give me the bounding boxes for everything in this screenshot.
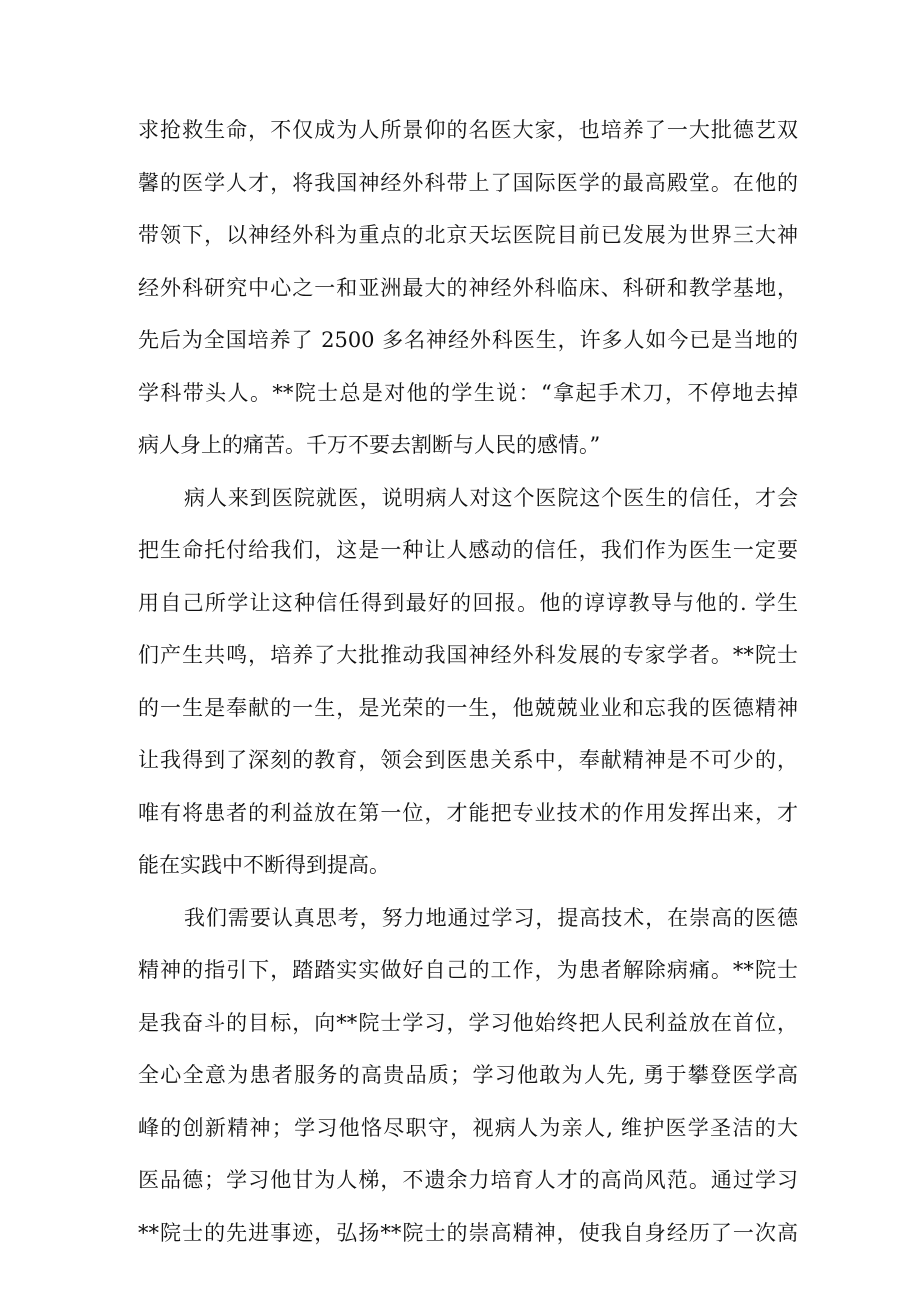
text-line: 是我奋斗的目标，向**院士学习，学习他始终把人民利益放在首位，	[138, 1010, 798, 1035]
text-line: 让我得到了深刻的教育，领会到医患关系中，奉献精神是不可少的，	[138, 748, 798, 772]
text-line: 全心全意为患者服务的高贵品质；学习他敢为人先, 勇于攀登医学高	[138, 1063, 798, 1087]
text-line: 馨的医学人才，将我国神经外科带上了国际医学的最高殿堂。在他的	[138, 170, 798, 195]
text-line: **院士的先进事迹，弘扬**院士的崇高精神，使我自身经历了一次高	[138, 1220, 798, 1245]
text-line: 病人来到医院就医，说明病人对这个医院这个医生的信任，才会	[184, 485, 798, 510]
text-line: 医品德；学习他甘为人梯，不遗余力培育人才的高尚风范。通过学习	[138, 1168, 798, 1192]
text-line: 先后为全国培养了 2500 多名神经外科医生，许多人如今已是当地的	[138, 328, 798, 352]
text-line: 把生命托付给我们，这是一种让人感动的信任，我们作为医生一定要	[138, 538, 798, 562]
body-text	[138, 104, 798, 1259]
text-line: 学科带头人。**院士总是对他的学生说：“拿起手术刀，不停地去掉	[138, 380, 798, 405]
text-line: 唯有将患者的利益放在第一位，才能把专业技术的作用发挥出来，才	[138, 800, 798, 825]
text-line: 带领下，以神经外科为重点的北京天坛医院目前已发展为世界三大神	[138, 223, 798, 247]
text-line: 求抢救生命，不仅成为人所景仰的名医大家，也培养了一大批德艺双	[138, 118, 798, 142]
text-line: 经外科研究中心之一和亚洲最大的神经外科临床、科研和教学基地，	[138, 275, 798, 300]
text-line: 们产生共鸣，培养了大批推动我国神经外科发展的专家学者。**院士	[138, 643, 798, 667]
text-line: 病人身上的痛苦。千万不要去割断与人民的感情。”	[138, 433, 601, 457]
text-line: 精神的指引下，踏踏实实做好自己的工作，为患者解除病痛。**院士	[138, 958, 798, 982]
text-line: 峰的创新精神；学习他恪尽职守，视病人为亲人, 维护医学圣洁的大	[138, 1115, 798, 1140]
text-line: 我们需要认真思考，努力地通过学习，提高技术，在崇高的医德	[184, 905, 798, 930]
text-line: 用自己所学让这种信任得到最好的回报。他的谆谆教导与他的. 学生	[138, 590, 798, 615]
text-line: 能在实践中不断得到提高。	[138, 853, 390, 877]
text-line: 的一生是奉献的一生，是光荣的一生，他兢兢业业和忘我的医德精神	[138, 695, 798, 720]
